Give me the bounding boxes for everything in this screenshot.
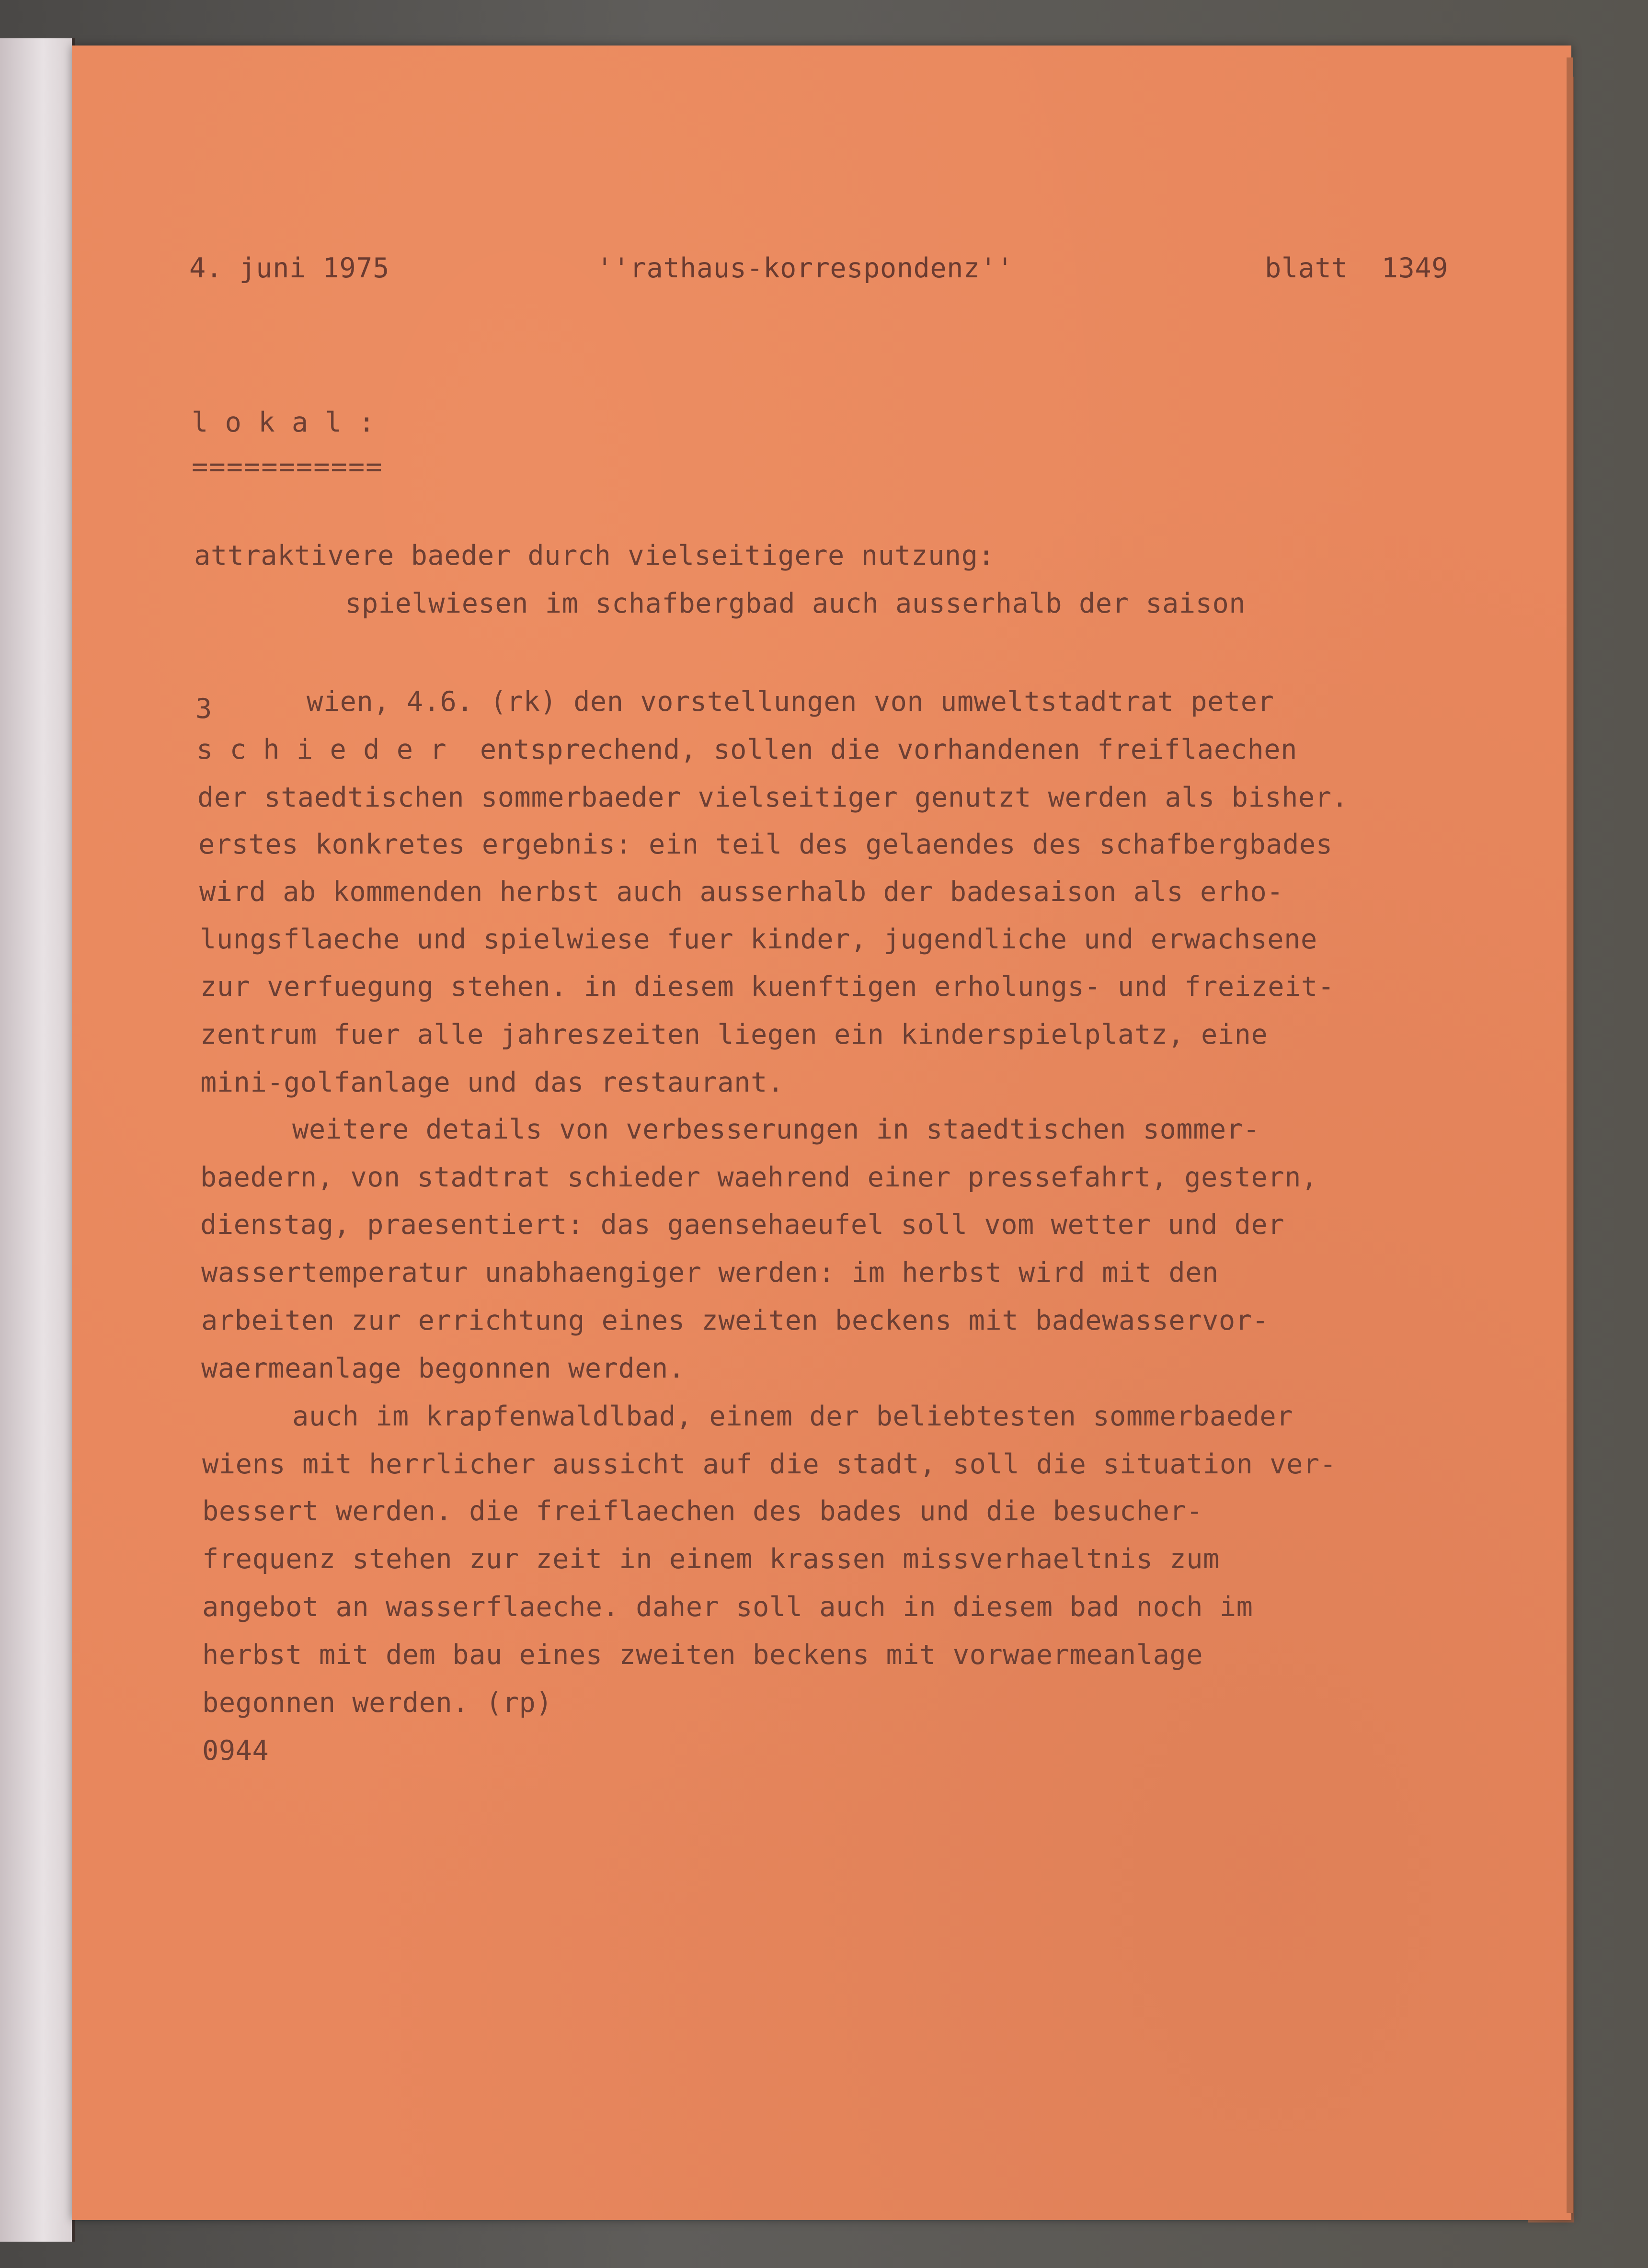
body-line: bessert werden. die freiflaechen des bades und die besucher- bbox=[202, 1495, 1203, 1527]
body-line: der staedtischen sommerbaeder vielseitiger genutzt werden als bisher. bbox=[197, 782, 1349, 813]
body-line: lungsflaeche und spielwiese fuer kinder, jugendliche und erwachsene bbox=[200, 923, 1317, 955]
body-line: zur verfuegung stehen. in diesem kuenftigen erholungs- und freizeit- bbox=[200, 971, 1335, 1003]
body-line: mini-golfanlage und das restaurant. bbox=[200, 1067, 784, 1098]
body-line: frequenz stehen zur zeit in einem krassen missverhaeltnis zum bbox=[202, 1543, 1220, 1575]
footer-code: 0944 bbox=[202, 1735, 269, 1767]
body-line: wird ab kommenden herbst auch ausserhalb der badesaison als erho- bbox=[199, 876, 1284, 908]
headline-line-2: spielwiesen im schafbergbad auch ausserhalb der saison bbox=[345, 588, 1246, 619]
binder-left-leaf bbox=[0, 38, 75, 2242]
item-number: 3 bbox=[195, 693, 212, 725]
body-line: erstes konkretes ergebnis: ein teil des gelaendes des schafbergbades bbox=[198, 829, 1333, 860]
body-line: wien, 4.6. (rk) den vorstellungen von umweltstadtrat peter bbox=[307, 686, 1274, 718]
page-edge bbox=[1567, 57, 1573, 2213]
headline-line-1: attraktivere baeder durch vielseitigere nutzung: bbox=[194, 540, 995, 571]
body-line: baedern, von stadtrat schieder waehrend einer pressefahrt, gestern, bbox=[200, 1162, 1318, 1193]
document-page bbox=[72, 46, 1571, 2220]
body-line: angebot an wasserflaeche. daher soll auch in diesem bad noch im bbox=[202, 1591, 1253, 1623]
body-line: auch im krapfenwaldlbad, einem der beliebtesten sommerbaeder bbox=[292, 1401, 1293, 1432]
header-sheet-number: blatt 1349 bbox=[1265, 252, 1448, 284]
body-line: dienstag, praesentiert: das gaensehaeufel soll vom wetter und der bbox=[200, 1209, 1285, 1241]
section-underline: =========== bbox=[192, 451, 383, 483]
header-date: 4. juni 1975 bbox=[189, 252, 389, 284]
body-line: wassertemperatur unabhaengiger werden: im herbst wird mit den bbox=[201, 1257, 1219, 1288]
section-label: l o k a l : bbox=[192, 407, 375, 438]
body-line: herbst mit dem bau eines zweiten beckens mit vorwaermeanlage bbox=[202, 1639, 1203, 1671]
body-line: wiens mit herrlicher aussicht auf die stadt, soll die situation ver- bbox=[202, 1448, 1337, 1480]
body-line: begonnen werden. (rp) bbox=[202, 1687, 553, 1719]
body-line: weitere details von verbesserungen in staedtischen sommer- bbox=[292, 1114, 1260, 1145]
body-line: arbeiten zur errichtung eines zweiten beckens mit badewasservor- bbox=[201, 1305, 1269, 1336]
body-line: zentrum fuer alle jahreszeiten liegen ein kinderspielplatz, eine bbox=[200, 1019, 1268, 1050]
body-line: waermeanlage begonnen werden. bbox=[201, 1353, 685, 1384]
header-title: ''rathaus-korrespondenz'' bbox=[596, 252, 1014, 284]
body-line: s c h i e d e r entsprechend, sollen die vorhandenen freiflaechen bbox=[196, 734, 1297, 765]
